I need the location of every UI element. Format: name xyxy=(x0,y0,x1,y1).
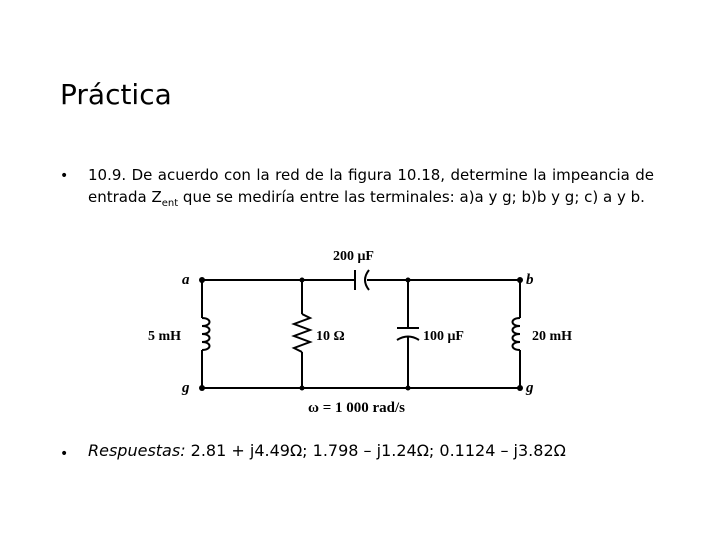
left-inductor-coil xyxy=(202,318,210,350)
label-node-a: a xyxy=(182,272,190,288)
label-inductor-20mH: 20 mH xyxy=(532,329,573,344)
junction-dot xyxy=(300,386,305,391)
slide-title: Práctica xyxy=(60,78,172,111)
label-node-b: b xyxy=(526,272,534,288)
problem-text: 10.9. De acuerdo con la red de la figura 10.18, determine la impeancia de entrada Z xyxy=(88,166,654,206)
answer-values: 2.81 + j4.49Ω; 1.798 – j1.24Ω; 0.1124 – j3.82Ω xyxy=(185,441,566,460)
junction-dot xyxy=(406,278,411,283)
problem-text-end: que se mediría entre las terminales: a)a y g; b)b y g; c) a y b. xyxy=(178,188,645,206)
circuit-diagram xyxy=(140,240,600,420)
problem-statement xyxy=(88,164,654,215)
label-inductor-5mH: 5 mH xyxy=(148,329,182,344)
terminal-g-right-dot xyxy=(517,385,523,391)
right-inductor-coil xyxy=(513,318,521,350)
junction-dot xyxy=(406,386,411,391)
answer-line xyxy=(88,441,566,460)
terminal-g-left-dot xyxy=(199,385,205,391)
label-capacitor-100uF: 100 μF xyxy=(423,329,464,344)
resistor-zigzag xyxy=(294,314,310,352)
bullet-marker: • xyxy=(60,168,69,184)
label-resistor-10ohm: 10 Ω xyxy=(316,329,345,344)
label-capacitor-200uF: 200 μF xyxy=(333,249,374,264)
terminal-b-dot xyxy=(517,277,523,283)
junction-dot xyxy=(300,278,305,283)
label-node-g-right: g xyxy=(526,380,534,396)
label-node-g-left: g xyxy=(182,380,190,396)
answer-label: Respuestas: xyxy=(88,441,186,460)
terminal-a-dot xyxy=(199,277,205,283)
bullet-marker: • xyxy=(60,446,69,462)
label-frequency: ω = 1 000 rad/s xyxy=(308,400,406,416)
impedance-subscript: ent xyxy=(161,198,179,209)
